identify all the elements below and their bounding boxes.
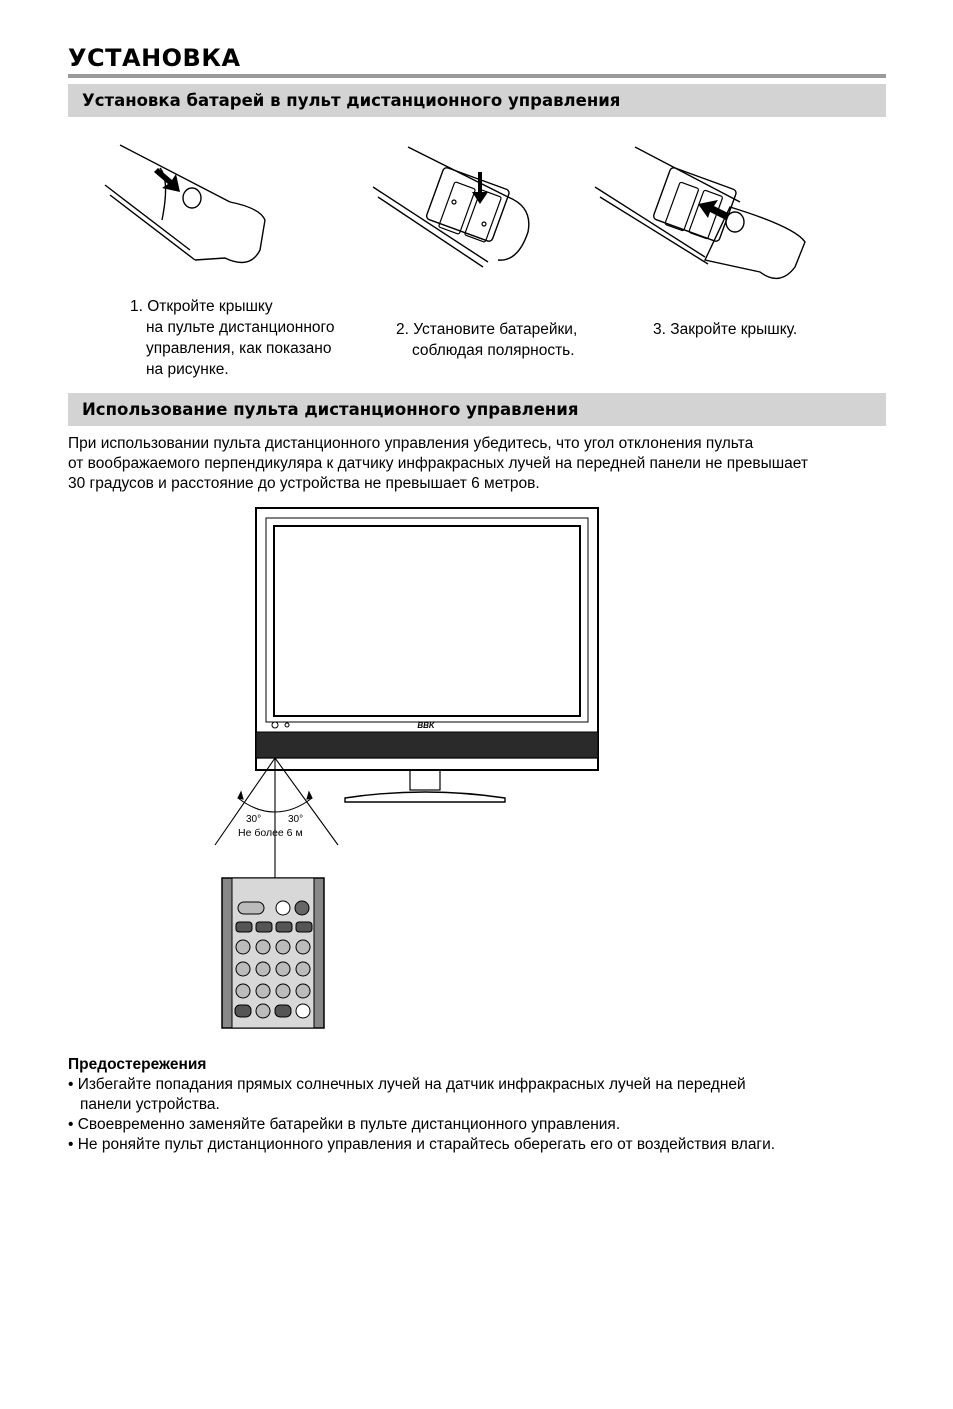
remote-range-diagram — [200, 500, 620, 1040]
caution-item: • Не роняйте пульт дистанционного управления и старайтесь оберегать его от воздействия влаги. — [68, 1136, 776, 1153]
step-1-line: управления, как показано — [146, 340, 332, 357]
arrow-down-icon — [154, 168, 180, 192]
step-2-line: 2. Установите батарейки, — [396, 321, 578, 338]
usage-paragraph — [68, 434, 888, 494]
remote-control-icon — [222, 878, 324, 1028]
step-1-caption — [130, 296, 334, 380]
close-cover-illustration — [590, 142, 810, 292]
open-cover-illustration — [100, 140, 280, 280]
angle-left-label: 30° — [246, 814, 262, 825]
angle-right-label: 30° — [288, 814, 304, 825]
section-header-usage — [68, 393, 886, 426]
caution-item: панели устройства. — [80, 1096, 220, 1113]
step-2-line: соблюдая полярность. — [412, 342, 575, 359]
section-title: Использование пульта дистанционного управления — [82, 400, 579, 419]
paragraph-line: При использовании пульта дистанционного управления убедитесь, что угол отклонения пульта — [68, 435, 754, 452]
arrow-up-left-icon — [698, 200, 730, 220]
step-1-line: на рисунке. — [146, 361, 229, 378]
page-title: УСТАНОВКА — [68, 44, 241, 72]
section-title: Установка батарей в пульт дистанционного управления — [82, 91, 621, 110]
caution-item: • Избегайте попадания прямых солнечных лучей на датчик инфракрасных лучей на передней — [68, 1076, 746, 1093]
title-divider — [68, 74, 886, 78]
distance-label: Не более 6 м — [238, 827, 303, 839]
insert-batteries-illustration — [368, 142, 538, 272]
tv-brand-logo: BBK — [417, 721, 435, 730]
step-3-line: 3. Закройте крышку. — [653, 321, 798, 338]
battery-icon — [438, 182, 501, 243]
step-1-line: на пульте дистанционного — [146, 319, 335, 336]
cautions-heading: Предостережения — [68, 1056, 207, 1073]
step-1-line: 1. Откройте крышку — [130, 298, 273, 315]
paragraph-line: 30 градусов и расстояние до устройства не превышает 6 метров. — [68, 475, 540, 492]
step-3-caption — [653, 319, 797, 340]
caution-item: • Своевременно заменяйте батарейки в пульте дистанционного управления. — [68, 1116, 621, 1133]
paragraph-line: от воображаемого перпендикуляра к датчику инфракрасных лучей на передней панели не превышает — [68, 455, 808, 472]
step-2-caption — [396, 319, 577, 361]
tv-icon — [256, 508, 598, 802]
cautions-block — [68, 1055, 775, 1155]
section-header-batteries — [68, 84, 886, 117]
arrow-down-icon — [472, 172, 488, 204]
